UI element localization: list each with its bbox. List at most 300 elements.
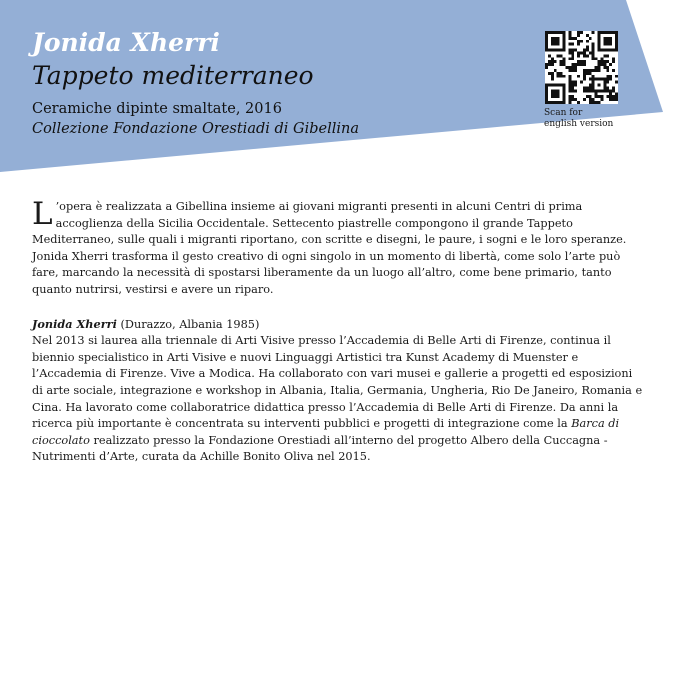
qr-module [609, 95, 612, 98]
qr-module [595, 69, 598, 72]
qr-module [551, 78, 554, 81]
qr-module [577, 31, 580, 34]
qr-module [583, 49, 586, 52]
biography-text-part-2: realizzato presso la Fondazione Orestiadi all’interno del progetto Albero della Cuccagna - Nutrimenti d’Arte, curata da Achille Bonito Oliva nel 2015. [32, 433, 608, 464]
qr-module [583, 89, 586, 92]
qr-module [589, 101, 592, 104]
biography-name: Jonida Xherri [32, 316, 117, 331]
qr-module [612, 86, 615, 89]
qr-module [563, 57, 566, 60]
qr-module [563, 86, 566, 89]
biography-heading [32, 316, 646, 334]
qr-module [598, 63, 601, 66]
qr-module [595, 57, 598, 60]
qr-module [560, 49, 563, 52]
qr-module [592, 86, 595, 89]
qr-module [571, 57, 574, 60]
qr-module [586, 89, 589, 92]
qr-module [563, 40, 566, 43]
qr-module [592, 98, 595, 101]
qr-module [580, 51, 583, 54]
qr-module [589, 51, 592, 54]
qr-module [615, 49, 618, 52]
qr-module [598, 40, 601, 43]
qr-module [600, 49, 603, 52]
qr-module [603, 84, 606, 87]
qr-module [583, 72, 586, 75]
qr-module [554, 43, 557, 46]
qr-module [606, 78, 609, 81]
qr-module [595, 66, 598, 69]
qr-module [545, 43, 548, 46]
qr-module [551, 75, 554, 78]
qr-module [548, 101, 551, 104]
qr-module [577, 54, 580, 57]
qr-module [568, 51, 571, 54]
qr-module [551, 84, 554, 87]
qr-module [592, 54, 595, 57]
qr-module [598, 31, 601, 34]
qr-module [600, 78, 603, 81]
qr-module [568, 98, 571, 101]
qr-module [598, 89, 601, 92]
qr-module [551, 89, 554, 92]
qr-module [577, 60, 580, 63]
qr-module [603, 81, 606, 84]
qr-module [551, 92, 554, 95]
qr-module [606, 66, 609, 69]
qr-module [589, 98, 592, 101]
qr-module [574, 89, 577, 92]
qr-module [606, 43, 609, 46]
biography-origin: (Durazzo, Albania 1985) [116, 317, 260, 331]
qr-module [563, 75, 566, 78]
qr-module [545, 89, 548, 92]
qr-module [571, 63, 574, 66]
qr-module [586, 54, 589, 57]
qr-module [598, 43, 601, 46]
qr-module [557, 72, 560, 75]
qr-module [583, 78, 586, 81]
qr-module [592, 75, 595, 78]
qr-module [568, 86, 571, 89]
qr-module [612, 57, 615, 60]
qr-module [554, 95, 557, 98]
qr-module [554, 40, 557, 43]
qr-module [583, 69, 586, 72]
qr-module [592, 31, 595, 34]
qr-module [598, 66, 601, 69]
qr-module [595, 95, 598, 98]
qr-module [609, 89, 612, 92]
biography-text [32, 333, 646, 466]
qr-module [571, 37, 574, 40]
qr-module [557, 37, 560, 40]
qr-module [577, 43, 580, 46]
qr-module [554, 89, 557, 92]
qr-module [615, 46, 618, 49]
qr-module [568, 75, 571, 78]
qr-module [615, 43, 618, 46]
qr-module [545, 101, 548, 104]
qr-module [563, 92, 566, 95]
qr-module [545, 66, 548, 69]
qr-module [565, 66, 568, 69]
qr-module [586, 34, 589, 37]
qr-module [586, 49, 589, 52]
qr-module [554, 69, 557, 72]
qr-module [580, 31, 583, 34]
qr-module [548, 72, 551, 75]
qr-module [574, 63, 577, 66]
qr-module [600, 95, 603, 98]
qr-module [557, 40, 560, 43]
qr-module [580, 40, 583, 43]
qr-module [545, 31, 548, 34]
qr-module [568, 34, 571, 37]
qr-module [583, 60, 586, 63]
qr-module [557, 101, 560, 104]
qr-module [563, 31, 566, 34]
qr-module [595, 101, 598, 104]
qr-module [551, 31, 554, 34]
qr-module [615, 81, 618, 84]
qr-module [603, 89, 606, 92]
qr-module [554, 37, 557, 40]
qr-module [545, 37, 548, 40]
qr-module [612, 49, 615, 52]
qr-module [603, 66, 606, 69]
qr-module [563, 37, 566, 40]
qr-module [598, 95, 601, 98]
qr-module [600, 31, 603, 34]
qr-module [606, 69, 609, 72]
description-paragraph-2: Jonida Xherri trasforma il gesto creativo di ogni singolo in un momento di libertà, come solo l’arte può fare, marcando la necessità di spostarsi liberamente da un luogo all’altro, come bene primario, tanto quanto nutrirsi, vestirsi e avere un riparo. [32, 249, 621, 296]
qr-module [568, 78, 571, 81]
qr-module [589, 72, 592, 75]
qr-module [580, 81, 583, 84]
qr-module [589, 78, 592, 81]
qr-module [551, 101, 554, 104]
qr-module [568, 31, 571, 34]
qr-module [606, 60, 609, 63]
qr-module [545, 34, 548, 37]
qr-module [615, 31, 618, 34]
qr-module [557, 31, 560, 34]
qr-module [560, 72, 563, 75]
qr-caption-line-1: Scan for [544, 108, 583, 118]
qr-module [609, 49, 612, 52]
qr-module [571, 43, 574, 46]
qr-module [545, 92, 548, 95]
qr-module [563, 63, 566, 66]
qr-caption [544, 108, 613, 130]
qr-module [592, 78, 595, 81]
qr-module [603, 37, 606, 40]
qr-module [612, 98, 615, 101]
qr-module [568, 95, 571, 98]
qr-module [595, 78, 598, 81]
qr-module [598, 37, 601, 40]
qr-module [554, 92, 557, 95]
qr-module [560, 63, 563, 66]
qr-module [548, 54, 551, 57]
qr-module [583, 54, 586, 57]
qr-module [609, 63, 612, 66]
qr-module [571, 98, 574, 101]
qr-module [577, 34, 580, 37]
qr-module [571, 89, 574, 92]
drop-cap: L [32, 196, 53, 232]
qr-module [580, 63, 583, 66]
qr-module [557, 43, 560, 46]
biography-text-part-1: Nel 2013 si laurea alla triennale di Arti Visive presso l’Accademia di Belle Arti di Firenze, continua il biennio specialistico in Arti Visive e nuovi Linguaggi Artistici tra Kunst Academy di Muenster e l’Accademia di Firenze. Vive a Modica. Ha collaborato con vari musei e gallerie a progetti ed esposizioni di arte sociale, integrazione e workshop in Albania, Italia, Germania, Ungheria, Rio De Janeiro, Romania e Cina. Ha lavorato come collaboratrice didattica presso l’Accademia di Belle Arti di Firenze. Da anni la ricerca più importante è concentrata su interventi pubblici e progetti di integrazione come la [32, 334, 643, 431]
qr-module [598, 84, 601, 87]
artwork-title: Tappeto mediterraneo [32, 61, 314, 90]
qr-module [586, 46, 589, 49]
qr-module [548, 63, 551, 66]
qr-module [574, 81, 577, 84]
qr-module [545, 40, 548, 43]
qr-module [598, 78, 601, 81]
qr-module [583, 86, 586, 89]
qr-module [606, 75, 609, 78]
qr-module [554, 101, 557, 104]
qr-module [583, 98, 586, 101]
qr-code-icon[interactable] [545, 31, 618, 104]
qr-module [551, 37, 554, 40]
qr-module [609, 78, 612, 81]
qr-module [606, 54, 609, 57]
qr-module [595, 89, 598, 92]
qr-module [609, 98, 612, 101]
qr-module [571, 51, 574, 54]
description-paragraph-1 [32, 196, 646, 249]
qr-module [545, 95, 548, 98]
qr-module [577, 75, 580, 78]
qr-module [598, 49, 601, 52]
qr-module [589, 84, 592, 87]
qr-module [592, 101, 595, 104]
qr-module [545, 86, 548, 89]
qr-module [548, 31, 551, 34]
qr-module [545, 84, 548, 87]
qr-module [612, 60, 615, 63]
qr-module [600, 63, 603, 66]
qr-module [592, 81, 595, 84]
qr-module [592, 51, 595, 54]
qr-module [583, 51, 586, 54]
qr-module [568, 89, 571, 92]
qr-module [592, 49, 595, 52]
qr-module [589, 86, 592, 89]
qr-module [615, 34, 618, 37]
qr-module [606, 37, 609, 40]
artwork-collection: Collezione Fondazione Orestiadi di Gibellina [32, 121, 360, 137]
qr-module [551, 57, 554, 60]
qr-module [563, 34, 566, 37]
qr-module [615, 92, 618, 95]
qr-module [615, 40, 618, 43]
description-text [32, 196, 646, 466]
qr-module [560, 60, 563, 63]
qr-module [612, 31, 615, 34]
qr-module [592, 57, 595, 60]
qr-module [554, 84, 557, 87]
qr-module [574, 37, 577, 40]
qr-module [574, 49, 577, 52]
qr-module [571, 54, 574, 57]
qr-module [603, 31, 606, 34]
qr-module [560, 84, 563, 87]
qr-module [598, 34, 601, 37]
qr-module [592, 46, 595, 49]
qr-module [554, 60, 557, 63]
qr-module [574, 66, 577, 69]
qr-module [577, 51, 580, 54]
qr-module [571, 81, 574, 84]
qr-module [551, 72, 554, 75]
qr-module [563, 84, 566, 87]
qr-module [583, 75, 586, 78]
qr-module [589, 69, 592, 72]
qr-module [557, 84, 560, 87]
qr-module [592, 89, 595, 92]
qr-module [563, 49, 566, 52]
qr-module [603, 43, 606, 46]
qr-module [560, 54, 563, 57]
qr-module [598, 46, 601, 49]
qr-module [571, 66, 574, 69]
qr-module [551, 43, 554, 46]
qr-module [571, 49, 574, 52]
qr-module [603, 78, 606, 81]
qr-module [557, 92, 560, 95]
qr-module [612, 89, 615, 92]
qr-module [606, 89, 609, 92]
qr-module [589, 89, 592, 92]
qr-module [586, 40, 589, 43]
qr-module [600, 60, 603, 63]
qr-module [606, 81, 609, 84]
qr-module [612, 69, 615, 72]
qr-module [580, 60, 583, 63]
qr-module [563, 98, 566, 101]
qr-module [568, 69, 571, 72]
qr-module [609, 37, 612, 40]
qr-module [603, 86, 606, 89]
qr-module [609, 31, 612, 34]
qr-module [560, 75, 563, 78]
qr-module [571, 69, 574, 72]
qr-caption-line-2: english version [544, 119, 614, 129]
qr-module [606, 40, 609, 43]
qr-module [615, 37, 618, 40]
qr-module [595, 92, 598, 95]
qr-module [606, 95, 609, 98]
qr-module [577, 63, 580, 66]
qr-module [551, 63, 554, 66]
qr-module [557, 75, 560, 78]
qr-module [615, 95, 618, 98]
qr-module [563, 46, 566, 49]
qr-module [554, 31, 557, 34]
qr-module [548, 60, 551, 63]
qr-module [600, 57, 603, 60]
qr-module [598, 60, 601, 63]
qr-module [577, 40, 580, 43]
qr-module [571, 95, 574, 98]
qr-module [574, 98, 577, 101]
qr-module [568, 101, 571, 104]
qr-module [574, 69, 577, 72]
qr-module [545, 98, 548, 101]
qr-module [557, 54, 560, 57]
qr-module [592, 43, 595, 46]
qr-module [603, 49, 606, 52]
qr-module [592, 84, 595, 87]
qr-module [603, 60, 606, 63]
qr-module [586, 72, 589, 75]
qr-module [603, 63, 606, 66]
qr-module [557, 95, 560, 98]
qr-module [568, 81, 571, 84]
qr-module [606, 31, 609, 34]
qr-module [600, 98, 603, 101]
qr-module [563, 89, 566, 92]
qr-module [554, 49, 557, 52]
qr-module [545, 49, 548, 52]
qr-module [545, 46, 548, 49]
qr-module [551, 60, 554, 63]
biography-artwork-italic: Barca di cioccolato [32, 417, 620, 447]
qr-module [612, 95, 615, 98]
qr-module [568, 43, 571, 46]
qr-module [571, 84, 574, 87]
qr-module [560, 31, 563, 34]
qr-module [615, 75, 618, 78]
qr-module [568, 57, 571, 60]
qr-module [598, 69, 601, 72]
qr-module [589, 95, 592, 98]
qr-module [557, 89, 560, 92]
qr-module [598, 101, 601, 104]
qr-module [606, 49, 609, 52]
qr-module [615, 98, 618, 101]
qr-module [609, 40, 612, 43]
qr-module [563, 95, 566, 98]
qr-module [548, 84, 551, 87]
qr-module [563, 43, 566, 46]
qr-module [568, 49, 571, 52]
artwork-medium: Ceramiche dipinte smaltate, 2016 [32, 101, 282, 117]
qr-module [603, 54, 606, 57]
qr-module [560, 101, 563, 104]
qr-module [586, 86, 589, 89]
qr-module [600, 89, 603, 92]
qr-module [551, 40, 554, 43]
qr-module [568, 37, 571, 40]
qr-module [563, 101, 566, 104]
qr-module [586, 95, 589, 98]
qr-module [586, 69, 589, 72]
qr-module [568, 66, 571, 69]
qr-module [551, 95, 554, 98]
artist-name: Jonida Xherri [32, 28, 220, 57]
qr-module [589, 37, 592, 40]
qr-module [603, 40, 606, 43]
qr-module [609, 43, 612, 46]
